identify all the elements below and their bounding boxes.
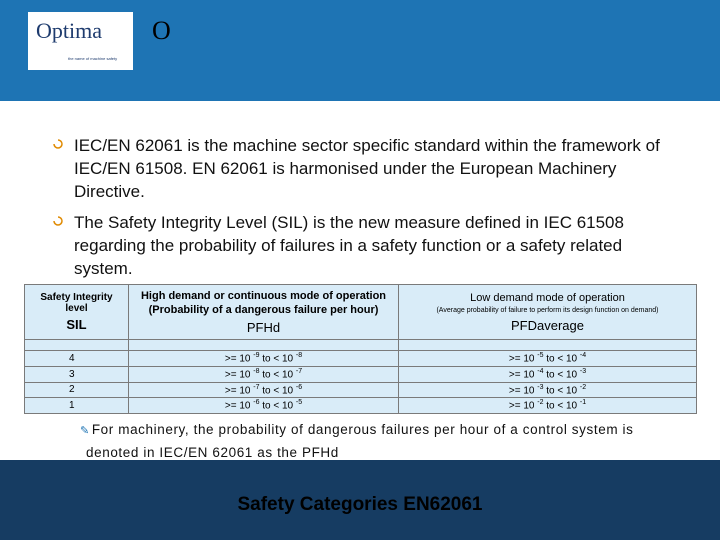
range-mid: to < 10 xyxy=(262,369,294,381)
range-exp-from: -5 xyxy=(537,352,544,360)
sil-cell: 3 xyxy=(25,366,129,382)
footer-title: Safety Categories EN62061 xyxy=(237,494,483,515)
low-range-cell xyxy=(399,366,697,382)
range-prefix: >= 10 xyxy=(224,369,251,381)
footer-bar xyxy=(0,460,720,540)
header-high-line2: (Probability of a dangerous failure per hour) xyxy=(148,304,379,316)
range-prefix: >= 10 xyxy=(224,400,251,412)
range-mid: to < 10 xyxy=(546,369,578,381)
range-exp-from: -7 xyxy=(253,383,260,391)
logo xyxy=(28,12,133,70)
sil-cell: 2 xyxy=(25,382,129,398)
header-high-line3: PFHd xyxy=(246,320,281,335)
table-row xyxy=(25,366,697,382)
range-exp-from: -4 xyxy=(537,367,544,375)
range-mid: to < 10 xyxy=(262,385,294,397)
table-row xyxy=(25,382,697,398)
bullet-arc-icon xyxy=(52,215,64,227)
note-text-block xyxy=(80,419,686,463)
logo-tagline: the name of machine safety xyxy=(68,56,118,61)
range-prefix: >= 10 xyxy=(508,400,535,412)
high-range-cell xyxy=(129,398,399,414)
logo-text: Optima xyxy=(36,18,102,43)
header-letter: O xyxy=(152,16,171,45)
high-range-cell xyxy=(129,382,399,398)
table-header-row xyxy=(25,285,697,340)
sil-cell: 4 xyxy=(25,351,129,367)
range-exp-to: -2 xyxy=(579,383,587,391)
header-bar xyxy=(0,0,720,101)
range-exp-from: -2 xyxy=(537,399,544,407)
pen-icon: ✎ xyxy=(80,425,90,437)
high-range-cell xyxy=(129,366,399,382)
low-range-cell xyxy=(399,398,697,414)
bullet-arc-icon xyxy=(52,138,64,150)
range-prefix: >= 10 xyxy=(508,369,535,381)
header-low-line1: Low demand mode of operation xyxy=(470,291,625,304)
low-range-cell xyxy=(399,351,697,367)
range-exp-to: -5 xyxy=(295,399,303,407)
range-exp-to: -1 xyxy=(579,399,587,407)
range-exp-to: -8 xyxy=(295,352,303,360)
bullet-text: The Safety Integrity Level (SIL) is the new measure defined in IEC 61508 regarding the probability of failures in a safety function or a safety related system. xyxy=(74,213,624,278)
header-sil-line2: level xyxy=(65,303,88,314)
high-range-cell xyxy=(129,351,399,367)
header-low-line2: (Average probability of failure to perform its design function on demand) xyxy=(436,306,659,314)
range-exp-to: -4 xyxy=(579,352,587,360)
range-exp-from: -8 xyxy=(253,367,260,375)
range-mid: to < 10 xyxy=(546,353,578,365)
header-high-demand xyxy=(129,285,399,340)
table-row xyxy=(25,351,697,367)
range-exp-from: -3 xyxy=(537,383,544,391)
header-sil xyxy=(25,285,129,340)
note-text: For machinery, the probability of dangerous failures per hour of a control system is denoted in IEC/EN 62061 as the PFHd xyxy=(86,422,634,460)
range-exp-from: -9 xyxy=(253,352,260,360)
header-sil-line1: Safety Integrity xyxy=(40,292,113,303)
sil-table xyxy=(24,284,696,414)
low-range-cell xyxy=(399,382,697,398)
sil-cell: 1 xyxy=(25,398,129,414)
header-low-line3: PFDaverage xyxy=(511,317,584,333)
range-mid: to < 10 xyxy=(546,400,578,412)
range-exp-from: -6 xyxy=(253,399,260,407)
range-prefix: >= 10 xyxy=(508,353,535,365)
range-mid: to < 10 xyxy=(262,400,294,412)
range-exp-to: -3 xyxy=(579,367,587,375)
header-high-line1: High demand or continuous mode of operation xyxy=(140,290,387,302)
range-exp-to: -7 xyxy=(295,367,303,375)
range-prefix: >= 10 xyxy=(508,385,535,397)
header-low-demand xyxy=(399,285,697,340)
range-prefix: >= 10 xyxy=(224,385,251,397)
range-mid: to < 10 xyxy=(546,385,578,397)
table-spacer-row xyxy=(25,340,697,351)
table-row xyxy=(25,398,697,414)
range-prefix: >= 10 xyxy=(224,353,251,365)
bullet-text: IEC/EN 62061 is the machine sector specific standard within the framework of IEC/EN 61508. EN 62061 is harmonised under the European Machinery Directive. xyxy=(74,136,660,201)
range-mid: to < 10 xyxy=(262,353,294,365)
header-sil-line3: SIL xyxy=(66,317,87,332)
range-exp-to: -6 xyxy=(295,383,303,391)
